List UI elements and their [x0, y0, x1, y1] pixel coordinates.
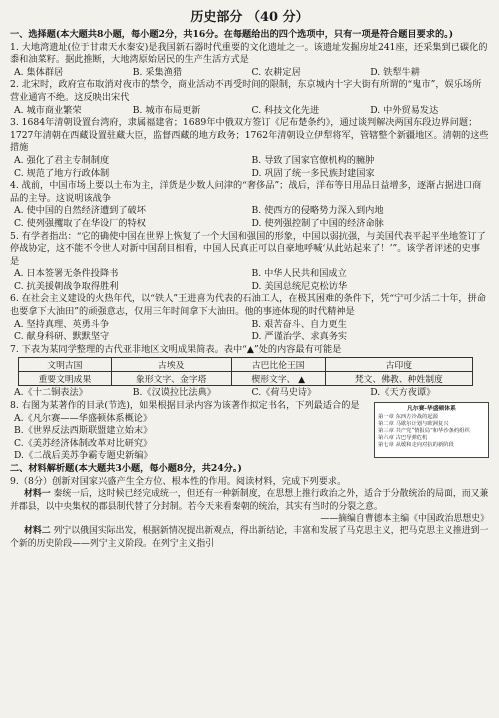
option: B. 使西方的侵略势力深入到内地 — [251, 205, 384, 217]
section-title: 历史部分 （40 分） — [190, 10, 309, 25]
option: D. 美国总统尼克松访华 — [251, 280, 348, 292]
material-2-text: 列宁以俄国实际出发，根据新情况提出新观点，得出新结论，丰富和发展了马克思主义，把马克思主义推进到一个新的历史阶段——列宁主义阶段。在列宁主义指引 — [10, 526, 489, 549]
question-1-stem: 1. 大地湾遗址(位于甘肃天水秦安)是我国新石器时代重要的文化遗址之一。该遗址发掘房址241座，还采集到已碳化的黍和油菜籽。据此推断，大地湾原始居民的生产生活方式是 — [10, 41, 488, 66]
table-cell: 梵文、佛教、种姓制度 — [325, 372, 472, 386]
option: A.《凡尔赛——华盛顿体系概论》 — [14, 412, 153, 424]
material-1-text: 秦统一后，这时候已经完成统一，但还有一种新制度，在思想上推行政治之外，适合于分散统治的局面，而又兼并郡县，以中央集权的郡县制代替了分封制。若今天来看秦朝的统治，其实有当时的分裂之意。 — [10, 489, 489, 512]
question-8-block — [10, 400, 489, 463]
option: B. 城市布局更新 — [132, 104, 201, 116]
question-5-stem: 5. 有学者指出：“它的确使中国在世界上恢复了一个大国和强国的形象，中国以弱抗强，与美国代表平起平坐地签订了停战协定，这不能不令世人对新中国刮目相看，中国人民真正可以自豪地呼喊‘从此站起来了！’”。该学者评述的史事是 — [10, 230, 486, 267]
option: C. 使列强攫取了在华设厂的特权 — [14, 217, 146, 229]
option: C. 科技文化先进 — [251, 104, 320, 116]
table-header-cell: 古印度 — [325, 358, 472, 372]
option: B. 艰苦奋斗、自力更生 — [251, 318, 347, 330]
section1-heading: 一、选择题(本大题共8小题，每小题2分，共16分。在每题给出的四个选项中，只有一项是符合题目要求的。) — [10, 29, 454, 40]
question-5-options — [14, 268, 489, 293]
question-3-options — [14, 155, 489, 180]
option: A. 使中国的自然经济遭到了破坏 — [14, 205, 146, 217]
option: B. 中华人民共和国成立 — [251, 268, 347, 280]
table-row-label: 重要文明成果 — [19, 372, 112, 386]
option: D.《天方夜谭》 — [370, 387, 436, 399]
question-9-stem: 9.（8分）创新对国家兴盛产生全方位、根本性的作用。阅读材料，完成下列要求。 — [10, 475, 347, 487]
table-cell — [231, 372, 325, 386]
section2-heading: 二、材料解析题(本大题共3小题，每小题8分，共24分。) — [10, 463, 242, 474]
material-1-label: 材料一 — [24, 489, 51, 500]
civilization-table — [18, 357, 473, 386]
material-2-label: 材料二 — [24, 526, 51, 537]
option: D. 铁犁牛耕 — [370, 66, 420, 78]
question-7-stem: 7. 下表为某同学整理的古代亚非地区文明成果简表。表中“▲”处的内容最有可能是 — [10, 343, 342, 355]
option: D. 使列强控制了中国的经济命脉 — [251, 217, 384, 229]
option: D.《二战后美苏争霸专题史新编》 — [14, 450, 153, 462]
material-1 — [10, 488, 489, 513]
question-8-text — [10, 400, 370, 463]
option: A. 日本签署无条件投降书 — [14, 268, 119, 280]
option: A. 集体群居 — [14, 66, 64, 78]
question-7-options — [14, 387, 489, 400]
option: D. 严谨治学、求真务实 — [251, 331, 348, 343]
question-8-stem: 8. 右图为某著作的目录(节选)，如果根据目录内容为该著作拟定书名，下列最适合的是 — [10, 400, 360, 412]
option: C. 献身科研、默默坚守 — [14, 331, 110, 343]
material-2 — [10, 525, 489, 550]
blank-marker: ▲ — [298, 375, 305, 386]
catalog-line: 第一章 东西方冷战的起源 — [378, 414, 438, 421]
table-cell-text: 楔形文字、 — [251, 375, 296, 386]
table-header-cell: 古埃及 — [111, 358, 231, 372]
table-cell: 象形文字、金字塔 — [111, 372, 231, 386]
option: B. 导致了国家官僚机构的臃肿 — [251, 154, 375, 166]
catalog-line: 第二章 马歇尔计划与欧洲复兴 — [378, 421, 449, 428]
material-1-source: ——摘编自曹德本主编《中国政治思想史》 — [320, 514, 489, 524]
option: B.《世界反法西斯联盟建立始末》 — [14, 425, 153, 437]
catalog-line: 第三章 共产党“情报局”和华沙条约组织 — [378, 428, 470, 435]
option: C. 抗美援朝战争取得胜利 — [14, 280, 119, 292]
question-6-options — [14, 319, 489, 344]
option: A. 强化了君主专制制度 — [14, 154, 110, 166]
catalog-image — [374, 402, 489, 458]
table-row — [19, 372, 473, 386]
option: C. 规范了地方行政体制 — [14, 167, 110, 179]
table-header-cell: 古巴比伦王国 — [231, 358, 325, 372]
table-header-cell: 文明古国 — [19, 358, 112, 372]
catalog-line: 第六章 古巴导弹危机 — [378, 435, 428, 442]
option: C.《美苏经济体制改革对比研究》 — [14, 437, 153, 449]
table-header-row — [19, 358, 473, 372]
question-4-options — [14, 205, 489, 230]
option: A. 坚持真理、英勇斗争 — [14, 318, 110, 330]
option: D. 巩固了统一多民族封建国家 — [251, 167, 375, 179]
question-6-stem: 6. 在社会主义建设的火热年代，以“铁人”王进喜为代表的石油工人，在极其困难的条件下，凭“宁可少活二十年，拼命也要拿下大油田”的顽强意志，仅用三年时间拿下大油田。他的事迹体现的时代精神是 — [10, 293, 486, 318]
option: A.《十二铜表法》 — [14, 387, 88, 399]
question-4-stem: 4. 战前，中国市场上要以土布为主，洋货是少数人问津的“奢侈品”；战后，洋布等日用品日益增多，逐渐占据进口商品的主导。这说明该战争 — [10, 180, 482, 204]
option: B. 采集渔猎 — [132, 66, 183, 78]
option: A. 城市商业繁荣 — [14, 104, 82, 116]
question-2-stem: 2. 北宋时，政府宣布取消对夜市的禁令，商业活动不再受时间的限制，东京城内十字大街有所谓的“鬼市”，娱乐场所营业通宵不绝。这反映出宋代 — [10, 79, 482, 103]
question-1-options — [14, 67, 489, 80]
question-2-options — [14, 105, 489, 118]
catalog-heading: 凡尔赛-华盛顿体系 — [407, 406, 456, 413]
option: C.《荷马史诗》 — [251, 387, 317, 399]
question-3-stem: 3. 1684年清朝设置台湾府，隶属福建省；1689年中俄双方签订《尼布楚条约》，通过谈判解决两国东段边界问题；1727年清朝在西藏设置驻藏大臣，监督西藏的地方政务；1762年清朝设立伊犁将军，管辖整个新疆地区。清朝的这些措施 — [10, 117, 489, 154]
option: D. 中外贸易发达 — [370, 104, 439, 116]
option: C. 农耕定居 — [251, 66, 301, 78]
catalog-line: 第七章 从缓和走向对抗的新阶段 — [378, 442, 454, 449]
option: B.《汉谟拉比法典》 — [132, 387, 216, 399]
